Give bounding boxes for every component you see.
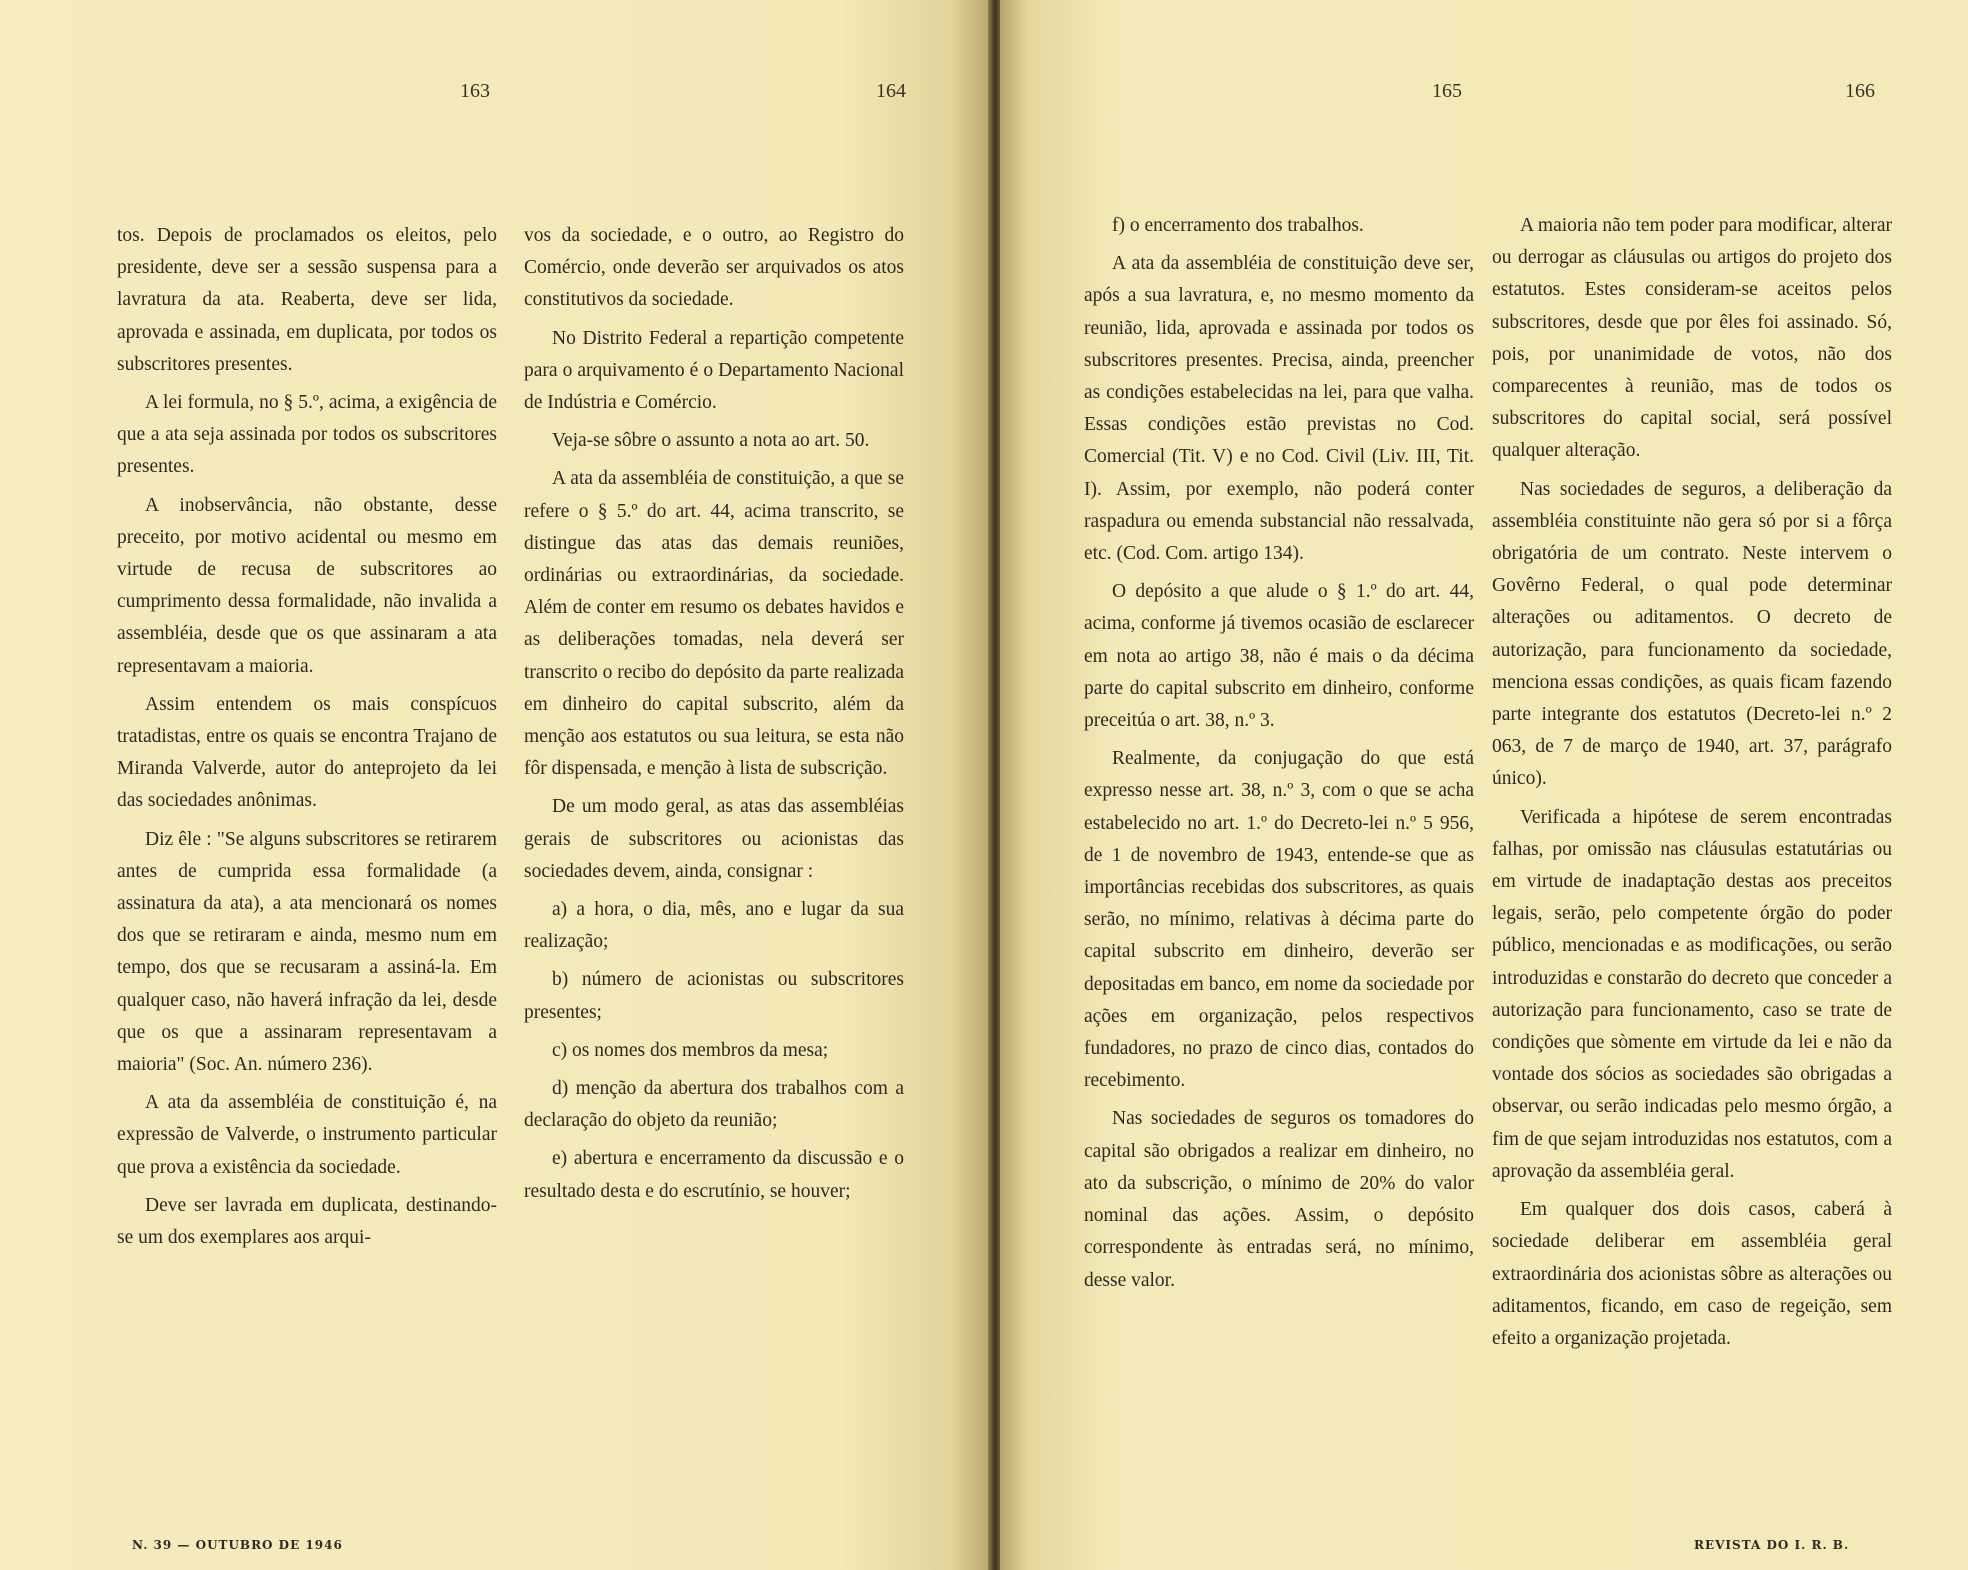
page-number-166: 166 xyxy=(1845,80,1875,102)
paragraph: Nas sociedades de seguros os tomadores do capital são obrigados a realizar em dinheiro, no ato da subscrição, o mínimo de 20% do valor nominal das ações. Assim, o depósito correspondente às entradas será, no mínimo, desse valor. xyxy=(1084,1108,1474,1291)
paragraph: Verificada a hipótese de serem encontradas falhas, por omissão nas cláusulas estatutárias ou em virtude de inadaptação destas aos preceitos legais, serão, pelo competente órgão do poder público, mencionadas e as modificações, ou serão introduzidas e constarão do decreto que conceder a autorização para funcionamento, caso se trate de condições que sòmente em virtude da lei e não da vontade dos sócios as sociedades são obrigadas a observar, ou serão indicadas pelo mesmo órgão, a fim de que sejam introduzidas nos estatutos, com a aprovação da assembléia geral. xyxy=(1492,806,1892,1182)
paragraph: Assim entendem os mais conspícuos tratadistas, entre os quais se encontra Trajano de Miranda Valverde, autor do anteprojeto da lei das sociedades anônimas. xyxy=(117,693,497,812)
paragraph: A ata da assembléia de constituição deve ser, após a sua lavratura, e, no mesmo momento da reunião, lida, aprovada e assinada por todos os subscritores presentes. Precisa, ainda, preencher as condições estabelecidas na lei, para que valha. Essas condições estão previstas no Cod. Comercial (Tit. V) e no Cod. Civil (Liv. III, Tit. I). Assim, por exemplo, não poderá conter raspadura ou emenda substancial não ressalvada, etc. (Cod. Com. artigo 134). xyxy=(1084,253,1474,565)
paragraph: O depósito a que alude o § 1.º do art. 44, acima, conforme já tivemos ocasião de esclarecer em nota ao artigo 38, não é mais o da décima parte do capital subscrito em dinheiro, conforme preceitúa o art. 38, n.º 3. xyxy=(1084,581,1474,732)
column-page-166 xyxy=(1492,210,1892,1361)
paragraph: Deve ser lavrada em duplicata, destinando-se um dos exemplares aos arqui- xyxy=(117,1194,497,1249)
right-leaf xyxy=(1000,0,1968,1570)
paragraph: tos. Depois de proclamados os eleitos, pelo presidente, deve ser a sessão suspensa para a lavratura da ata. Reaberta, deve ser lida, aprovada e assinada, em duplicata, por todos os subscritores presentes. xyxy=(117,225,497,375)
list-item: b) número de acionistas ou subscritores presentes; xyxy=(524,969,904,1023)
column-page-164 xyxy=(524,220,904,1214)
paragraph: Realmente, da conjugação do que está expresso nesse art. 38, n.º 3, com o que se acha estabelecido no art. 1.º do Decreto-lei n.º 5 956, de 1 de novembro de 1943, entende-se que as importâncias recebidas dos subscritores, as quais serão, no mínimo, relativas à décima parte do capital subscrito em dinheiro, deverão ser depositadas em banco, em nome da sociedade por ações em organização, pelos respectivos fundadores, no prazo de cinco dias, contados do recebimento. xyxy=(1084,748,1474,1092)
page-number-164: 164 xyxy=(876,80,906,102)
list-item: f) o encerramento dos trabalhos. xyxy=(1112,215,1364,236)
paragraph: vos da sociedade, e o outro, ao Registro do Comércio, onde deverão ser arquivados os atos constitutivos da sociedade. xyxy=(524,225,904,311)
paragraph: Diz êle : "Se alguns subscritores se retirarem antes de cumprida essa formalidade (a assinatura da ata), a ata mencionará os nomes dos que se retiraram e ainda, mesmo num em tempo, dos que se recusaram a assiná-la. Em qualquer caso, não haverá infração da lei, desde que os que a assinaram representavam a maioria" (Soc. An. número 236). xyxy=(117,828,497,1076)
list-item: c) os nomes dos membros da mesa; xyxy=(552,1039,829,1061)
paragraph: A maioria não tem poder para modificar, alterar ou derrogar as cláusulas ou artigos do projeto dos estatutos. Estes consideram-se aceitos pelos subscritores, desde que por êles foi assinado. Só, pois, por unanimidade de votos, não dos comparecentes à reunião, mas de todos os subscritores do capital social, será possível qualquer alteração. xyxy=(1492,215,1892,462)
list-item: d) menção da abertura dos trabalhos com a declaração do objeto da reunião; xyxy=(524,1078,904,1132)
footer-issue: N. 39 — OUTUBRO DE 1946 xyxy=(132,1538,343,1552)
column-page-165 xyxy=(1084,210,1474,1303)
paragraph: De um modo geral, as atas das assembléias gerais de subscritores ou acionistas das sociedades devem, ainda, consignar : xyxy=(524,796,904,882)
paragraph: A ata da assembléia de constituição é, na expressão de Valverde, o instrumento particular que prova a existência da sociedade. xyxy=(117,1092,497,1178)
page-number-163: 163 xyxy=(460,80,490,102)
page-number-165: 165 xyxy=(1432,80,1462,102)
paragraph: Nas sociedades de seguros, a deliberação da assembléia constituinte não gera só por si a fôrça obrigatória de um contrato. Neste intervem o Govêrno Federal, o qual pode determinar alterações ou aditamentos. O decreto de autorização, para funcionamento da sociedade, menciona essas condições, as quais ficam fazendo parte integrante dos estatutos (Decreto-lei n.º 2 063, de 7 de março de 1940, art. 37, parágrafo único). xyxy=(1492,478,1892,790)
paragraph: No Distrito Federal a repartição competente para o arquivamento é o Departamento Nacional de Indústria e Comércio. xyxy=(524,327,904,414)
paragraph: Em qualquer dos dois casos, caberá à sociedade deliberar em assembléia geral extraordinária dos acionistas sôbre as alterações ou aditamentos, ficando, em caso de regeição, sem efeito a organização projetada. xyxy=(1492,1199,1892,1349)
list-item: a) a hora, o dia, mês, ano e lugar da sua realização; xyxy=(524,899,904,953)
column-page-163 xyxy=(117,220,497,1260)
paragraph: Veja-se sôbre o assunto a nota ao art. 50. xyxy=(552,430,870,452)
footer-journal: REVISTA DO I. R. B. xyxy=(1694,1538,1850,1552)
list-item: e) abertura e encerramento da discussão e o resultado desta e do escrutínio, se houver; xyxy=(524,1148,904,1202)
paragraph: A ata da assembléia de constituição, a que se refere o § 5.º do art. 44, acima transcrito, se distingue das atas das demais reuniões, ordinárias ou extraordinárias, da sociedade. Além de conter em resumo os debates havidos e as deliberações tomadas, nela deverá ser transcrito o recibo do depósito da parte realizada em dinheiro do capital subscrito, além da menção aos estatutos ou sua leitura, se esta não fôr dispensada, e menção à lista de subscrição. xyxy=(524,468,904,780)
paragraph: A lei formula, no § 5.º, acima, a exigência de que a ata seja assinada por todos os subscritores presentes. xyxy=(117,392,497,478)
paragraph: A inobservância, não obstante, desse preceito, por motivo acidental ou mesmo em virtude de recusa de subscritores ao cumprimento dessa formalidade, não invalida a assembléia, desde que os que assinaram a ata representavam a maioria. xyxy=(117,494,497,677)
